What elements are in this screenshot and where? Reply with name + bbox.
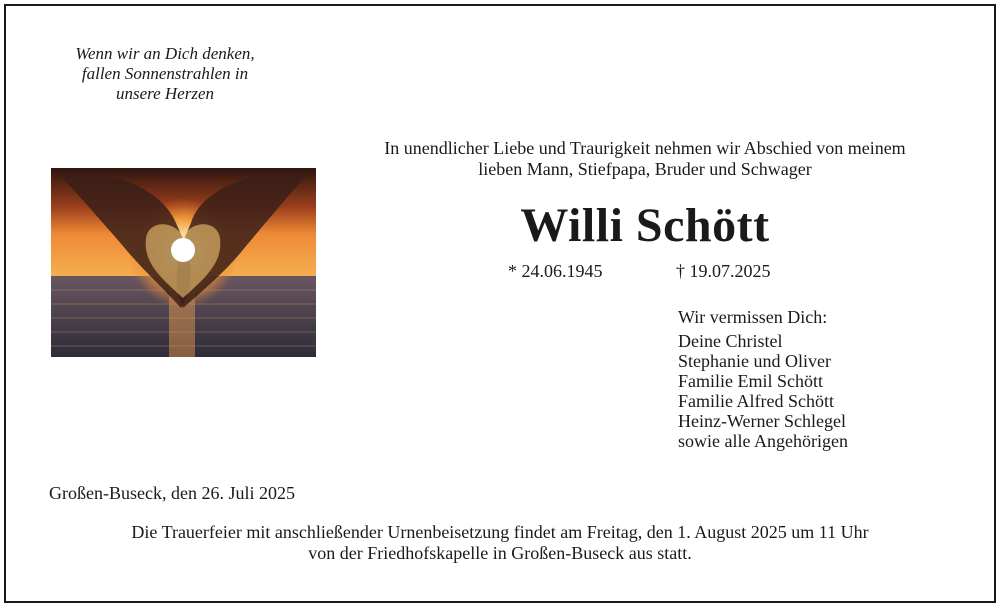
quote-line: fallen Sonnenstrahlen in: [81, 64, 249, 83]
mourners-list: [678, 307, 848, 451]
mourner-name: sowie alle Angehörigen: [678, 431, 848, 451]
place-and-date: Großen-Buseck, den 26. Juli 2025: [49, 483, 295, 503]
birth-date: * 24.06.1945: [508, 261, 603, 281]
quote-line: unsere Herzen: [115, 84, 215, 103]
mourner-name: Stephanie und Oliver: [678, 351, 831, 371]
mourner-name: Familie Alfred Schött: [678, 391, 834, 411]
memorial-quote: [40, 44, 290, 104]
service-info: [40, 522, 960, 564]
heart-hands-sunset-icon: [51, 168, 316, 357]
mourner-name: Deine Christel: [678, 331, 783, 351]
mourner-name: Heinz-Werner Schlegel: [678, 411, 846, 431]
mourners-heading: Wir vermissen Dich:: [678, 307, 828, 327]
deceased-name: Willi Schött: [520, 199, 770, 252]
quote-line: Wenn wir an Dich denken,: [75, 44, 255, 63]
intro-line: In unendlicher Liebe und Traurigkeit nehmen wir Abschied von meinem: [384, 138, 906, 158]
service-line: Die Trauerfeier mit anschließender Urnenbeisetzung findet am Freitag, den 1. August 2025 um 11 Uhr: [131, 522, 869, 542]
death-date: † 19.07.2025: [676, 261, 771, 281]
service-line: von der Friedhofskapelle in Großen-Buseck aus statt.: [308, 543, 692, 563]
intro-text: [320, 138, 970, 180]
mourner-name: Familie Emil Schött: [678, 371, 823, 391]
intro-line: lieben Mann, Stiefpapa, Bruder und Schwager: [478, 159, 812, 179]
